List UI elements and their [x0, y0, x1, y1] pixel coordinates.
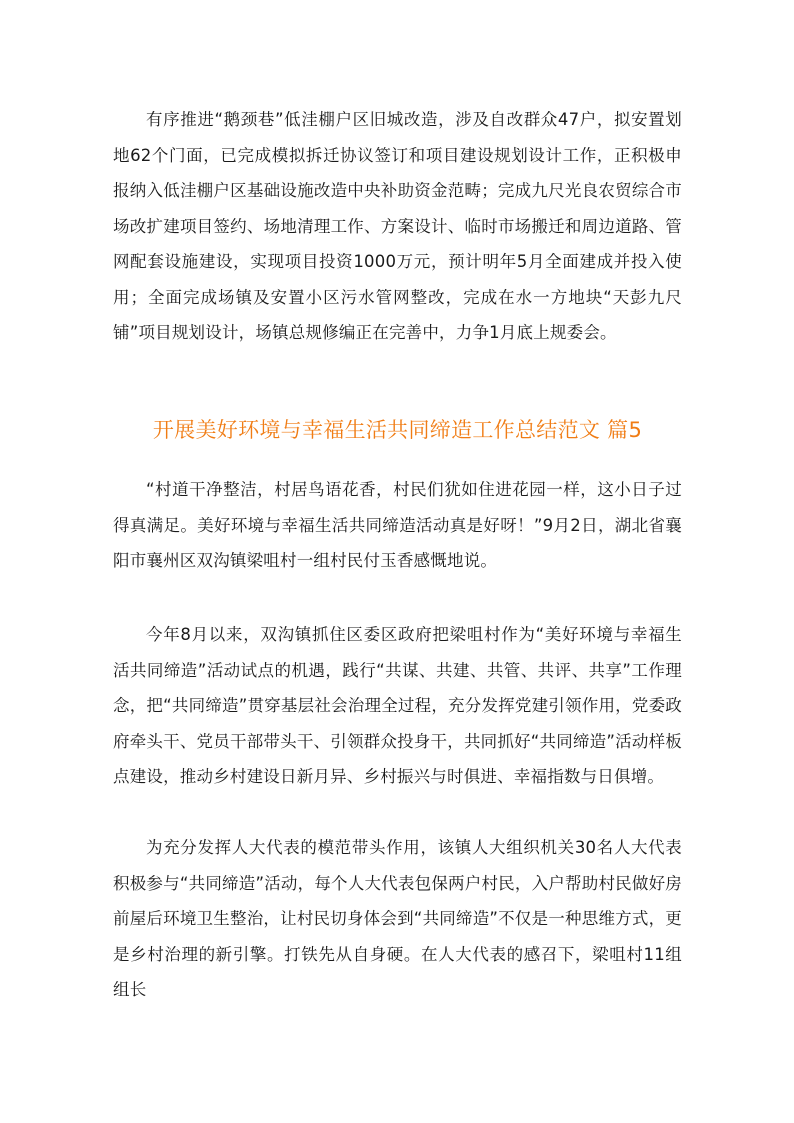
paragraph-pilot: 今年8月以来，双沟镇抓住区委区政府把梁咀村作为“美好环境与幸福生活共同缔造”活动试点的机遇，践行“共谋、共建、共管、共评、共享”工作理念，把“共同缔造”贯穿基层社会治理全过程，充分发挥党建引领作用，党委政府牵头干、党员干部带头干、引领群众投身干，共同抓好“共同缔造”活动样板点建设，推动乡村建设日新月异、乡村振兴与时俱进、幸福指数与日俱增。 — [113, 625, 682, 786]
paragraph-representatives: 为充分发挥人大代表的模范带头作用，该镇人大组织机关30名人大代表积极参与“共同缔造”活动，每个人大代表包保两户村民，入户帮助村民做好房前屋后环境卫生整治，让村民切身体会到“共同缔造”不仅是一种思维方式，更是乡村治理的新引擎。打铁先从自身硬。在人大代表的感召下，梁咀村11组组长 — [113, 838, 682, 999]
paragraph-quote: “村道干净整洁，村居鸟语花香，村民们犹如住进花园一样，这小日子过得真满足。美好环境与幸福生活共同缔造活动真是好呀！”9月2日，湖北省襄阳市襄州区双沟镇梁咀村一组村民付玉香感慨地说。 — [113, 480, 682, 570]
section-heading: 开展美好环境与幸福生活共同缔造工作总结范文 篇5 — [152, 418, 643, 442]
paragraph-renovation: 有序推进“鹅颈巷”低洼棚户区旧城改造，涉及自改群众47户，拟安置划地62个门面，已完成模拟拆迁协议签订和项目建设规划设计工作，正积极申报纳入低洼棚户区基础设施改造中央补助资金范畴；完成九尺光良农贸综合市场改扩建项目签约、场地清理工作、方案设计、临时市场搬迁和周边道路、管网配套设施建设，实现项目投资1000万元，预计明年5月全面建成并投入使用；全面完成场镇及安置小区污水管网整改，完成在水一方地块“天彭九尺铺”项目规划设计，场镇总规修编正在完善中，力争1月底上规委会。 — [113, 110, 682, 342]
